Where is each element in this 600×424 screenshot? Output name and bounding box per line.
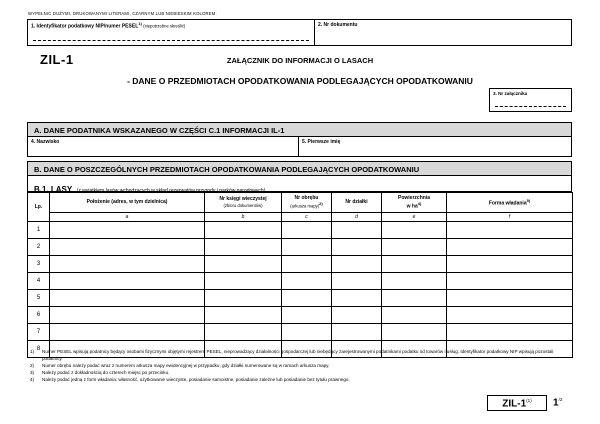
footnote-item (30, 377, 575, 384)
cell-precinct[interactable] (282, 273, 332, 290)
column-header-plot: Nr działki (332, 193, 382, 213)
cell-location[interactable] (50, 324, 205, 341)
cell-location[interactable] (50, 256, 205, 273)
surname-field[interactable] (27, 137, 299, 157)
column-header-lp: Lp. (28, 193, 50, 222)
row-number: 8 (28, 341, 50, 358)
cell-ownership[interactable] (447, 324, 573, 341)
taxpayer-id-note: (niepotrzebne skreślić) (143, 23, 186, 29)
cell-location[interactable] (50, 222, 205, 239)
column-letter-e: e (382, 213, 447, 222)
section-b-header: B. DANE O POSZCZEGÓLNYCH PRZEDMIOTACH OPODATKOWANIA PODLEGAJĄCYCH OPODATKOWANIU (27, 161, 572, 176)
cell-land-register[interactable] (205, 256, 282, 273)
cell-ownership[interactable] (447, 256, 573, 273)
row-number: 2 (28, 239, 50, 256)
cell-ownership[interactable] (447, 290, 573, 307)
cell-area[interactable] (382, 256, 447, 273)
footnote-number: 4) (30, 377, 35, 383)
footnote-text: Należy podać z dokładnością do czterech miejsc po przecinku. (42, 369, 170, 375)
first-name-label: 5. Pierwsze imię (302, 139, 341, 145)
cell-land-register[interactable] (205, 222, 282, 239)
cell-location[interactable] (50, 239, 205, 256)
row-number: 3 (28, 256, 50, 273)
cell-precinct[interactable] (282, 222, 332, 239)
footnote-number: 3) (30, 369, 35, 375)
first-name-field[interactable] (299, 137, 572, 157)
table-body (28, 222, 573, 358)
cell-plot[interactable] (332, 239, 382, 256)
table-row (28, 324, 573, 341)
footnote-item (30, 370, 575, 377)
table-header-row (28, 193, 573, 213)
cell-area[interactable] (382, 307, 447, 324)
section-b1-header (27, 176, 572, 192)
cell-precinct[interactable] (282, 239, 332, 256)
column-header-land-register: Nr księgi wieczystej (zbioru dokumentów) (205, 193, 282, 213)
footnote-item (30, 349, 575, 362)
footnotes (30, 349, 575, 384)
cell-plot[interactable] (332, 307, 382, 324)
cell-land-register[interactable] (205, 290, 282, 307)
cell-precinct[interactable] (282, 256, 332, 273)
cell-area[interactable] (382, 239, 447, 256)
footnote-text: Należy podać jedną z form władania: własność, użytkowanie wieczyste, posiadanie samoistne, posiadanie zależne lub posiadanie bez tytułu prawnego. (42, 377, 350, 383)
row-number: 7 (28, 324, 50, 341)
cell-plot[interactable] (332, 273, 382, 290)
table-letter-row (28, 213, 573, 222)
form-title-line1: ZAŁĄCZNIK DO INFORMACJI O LASACH (226, 56, 374, 65)
cell-precinct[interactable] (282, 307, 332, 324)
cell-area[interactable] (382, 290, 447, 307)
cell-plot[interactable] (332, 324, 382, 341)
cell-plot[interactable] (332, 256, 382, 273)
taxpayer-id-field[interactable] (27, 19, 315, 46)
column-letter-b: b (205, 213, 282, 222)
cell-area[interactable] (382, 273, 447, 290)
forest-properties-table (27, 192, 573, 358)
section-a-header: A. DANE PODATNIKA WSKAZANEGO W CZĘŚCI C.1 INFORMACJI IL-1 (27, 122, 572, 137)
cell-ownership[interactable] (447, 222, 573, 239)
fill-instruction-note: WYPEŁNIĆ DUŻYMI, DRUKOWANYMI LITERAMI, CZARNYM LUB NIEBIESKIM KOLOREM. (28, 11, 217, 16)
footnote-number: 1) (30, 349, 35, 354)
cell-ownership[interactable] (447, 307, 573, 324)
table-row (28, 290, 573, 307)
column-letter-a: a (50, 213, 205, 222)
table-row (28, 222, 573, 239)
cell-area[interactable] (382, 222, 447, 239)
attachment-number-input-line[interactable] (495, 106, 566, 107)
cell-location[interactable] (50, 307, 205, 324)
cell-land-register[interactable] (205, 307, 282, 324)
table-row (28, 307, 573, 324)
cell-precinct[interactable] (282, 290, 332, 307)
footnote-number: 2) (30, 362, 35, 368)
cell-location[interactable] (50, 273, 205, 290)
document-number-label: 2. Nr dokumentu (318, 22, 358, 28)
footnote-marker-1: 1) (138, 21, 142, 26)
column-letter-c: c (282, 213, 332, 222)
cell-land-register[interactable] (205, 324, 282, 341)
section-b1-note: (z wyjątkiem lasów wchodzących w skład rezerwatów przyrody i parków narodowych) (76, 188, 266, 194)
cell-plot[interactable] (332, 290, 382, 307)
table-row (28, 239, 573, 256)
column-header-location: Położenie (adres, w tym dzielnica) (50, 193, 205, 213)
form-title-line2: - DANE O PRZEDMIOTACH OPODATKOWANIA PODLEGAJĄCYCH OPODATKOWANIU (127, 76, 473, 86)
attachment-number-label: 3. Nr załącznika (493, 91, 528, 96)
cell-area[interactable] (382, 324, 447, 341)
footer-page-number: $1^{/2}$ (553, 397, 563, 409)
cell-precinct[interactable] (282, 324, 332, 341)
row-number: 5 (28, 290, 50, 307)
cell-plot[interactable] (332, 222, 382, 239)
column-letter-d: d (332, 213, 382, 222)
section-b1-label: B.1. LASY (34, 185, 73, 194)
row-number: 6 (28, 307, 50, 324)
cell-land-register[interactable] (205, 239, 282, 256)
column-header-precinct: Nr obrębu (arkusza mapy)$^{2)}$ (282, 193, 332, 213)
column-letter-f: f (447, 213, 573, 222)
row-number: 1 (28, 222, 50, 239)
taxpayer-id-label: 1. Identyfikator podatkowy NIP/numer PESEL$^{1)}$ (niepotrzebne skreślić) (31, 21, 186, 30)
table-row (28, 256, 573, 273)
footnote-text: Numer PESEL wpisują podatnicy będący osobami fizycznymi objętymi rejestrem PESEL, nieprowadzący działalności gospodarczej lub niebędący zarejestrowanymi podatnikami podatku od towarów i usług. Identyfikator podatkowy NIP wpisują pozostali podatnicy. (42, 349, 554, 361)
attachment-number-field[interactable] (489, 88, 572, 112)
taxpayer-id-input-line[interactable] (33, 40, 309, 41)
form-code: ZIL-1 (40, 52, 74, 67)
footnote-item (30, 363, 575, 370)
footnote-text: Numer obrębu należy podać wraz z numerem arkusza mapy ewidencyjnej w przypadku, gdy działki numerowane są w ramach arkusza mapy. (42, 362, 330, 368)
cell-location[interactable] (50, 290, 205, 307)
surname-label: 4. Nazwisko (31, 139, 60, 145)
column-header-area: Powierzchnia w $ha^{4)}$ (382, 193, 447, 213)
row-number: 4 (28, 273, 50, 290)
cell-ownership[interactable] (447, 273, 573, 290)
column-header-ownership: Forma władania$^{5)}$ (447, 193, 573, 213)
cell-land-register[interactable] (205, 273, 282, 290)
document-number-field[interactable] (315, 19, 572, 46)
table-row (28, 273, 573, 290)
footer-form-code: ZIL-1$^{(1)}$ (487, 395, 547, 411)
cell-ownership[interactable] (447, 239, 573, 256)
